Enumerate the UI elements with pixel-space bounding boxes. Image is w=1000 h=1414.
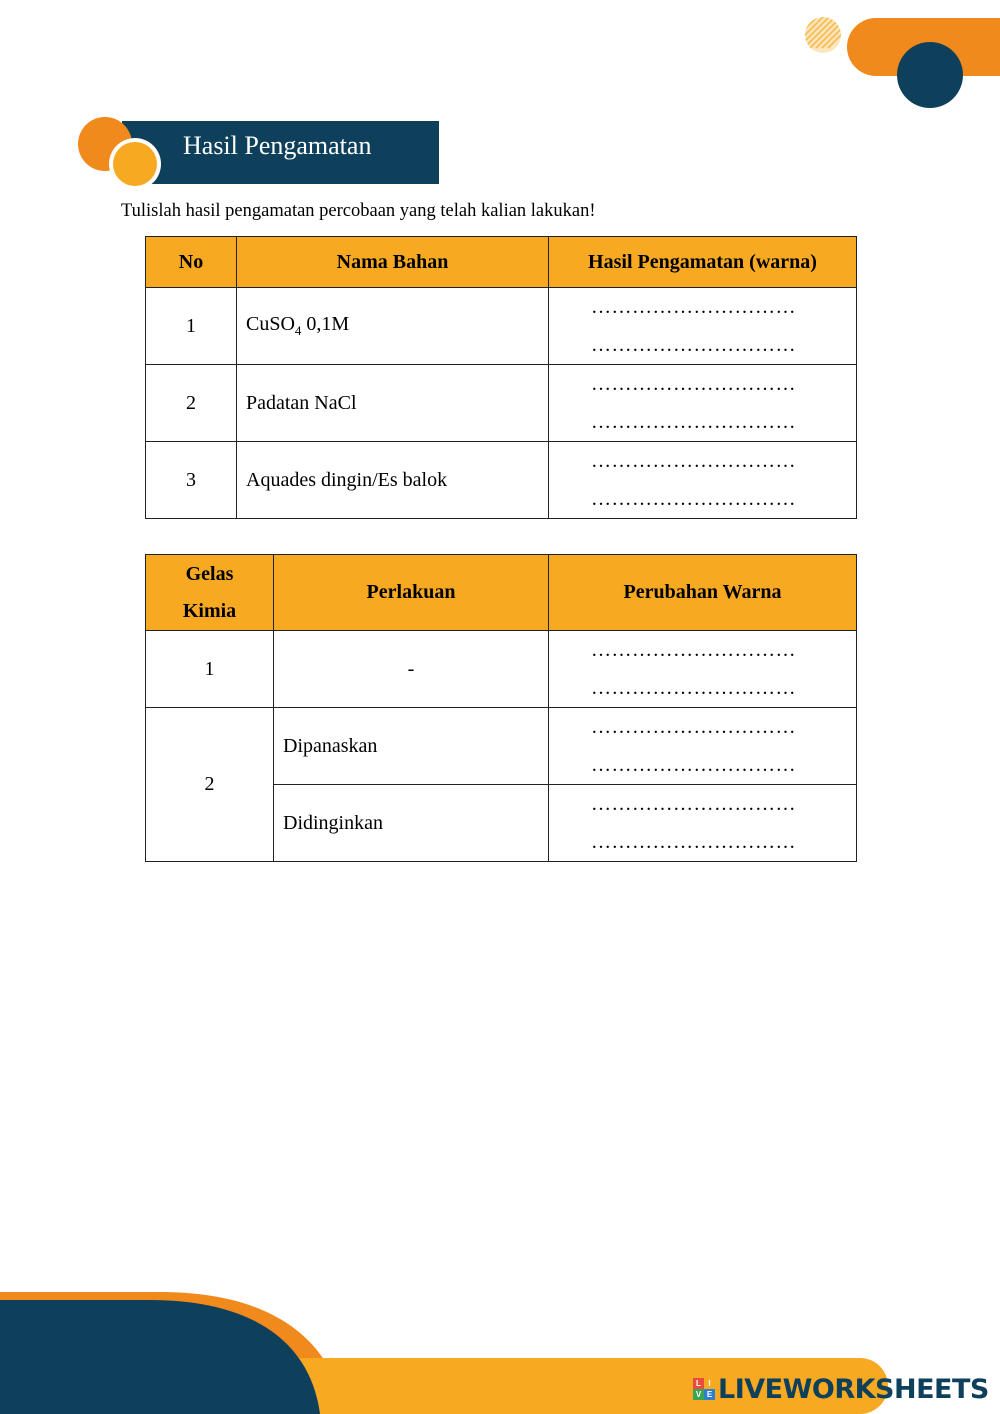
section-title: Hasil Pengamatan	[183, 131, 372, 160]
answer-cell[interactable]	[549, 442, 857, 519]
answer-line[interactable]: …………………………	[591, 716, 796, 738]
answer-line[interactable]: …………………………	[591, 296, 796, 318]
answer-line[interactable]: …………………………	[591, 793, 796, 815]
answer-cell[interactable]	[549, 631, 857, 708]
answer-line[interactable]: …………………………	[591, 677, 796, 699]
liveworksheets-logo[interactable]	[693, 1372, 989, 1406]
answer-cell[interactable]	[549, 288, 857, 365]
logo-text: LIVEWORKSHEETS	[718, 1373, 989, 1405]
header-hasil-pengamatan: Hasil Pengamatan (warna)	[549, 237, 857, 288]
treatment: Didinginkan	[274, 785, 549, 862]
table-row	[146, 365, 857, 442]
table-header-row	[146, 555, 857, 631]
row-number: 1	[146, 288, 237, 365]
glass-number: 1	[146, 631, 274, 708]
header-no: No	[146, 237, 237, 288]
header-gelas-kimia	[146, 555, 274, 631]
treatment: -	[274, 631, 549, 708]
formula-main: CuSO	[246, 313, 295, 335]
answer-line[interactable]: …………………………	[591, 450, 796, 472]
answer-line[interactable]: …………………………	[591, 488, 796, 510]
instruction-text: Tulislah hasil pengamatan percobaan yang telah kalian lakukan!	[121, 201, 596, 221]
row-number: 2	[146, 365, 237, 442]
row-number: 3	[146, 442, 237, 519]
header-perlakuan: Perlakuan	[274, 555, 549, 631]
observation-table	[145, 236, 857, 519]
table-row	[146, 708, 857, 785]
answer-line[interactable]: …………………………	[591, 373, 796, 395]
table-header-row	[146, 237, 857, 288]
material-name	[237, 288, 549, 365]
answer-cell[interactable]	[549, 785, 857, 862]
navy-circle-shape	[897, 42, 963, 108]
answer-line[interactable]: …………………………	[591, 639, 796, 661]
answer-cell[interactable]	[549, 708, 857, 785]
answer-line[interactable]: …………………………	[591, 411, 796, 433]
table-row	[146, 442, 857, 519]
glass-number: 2	[146, 708, 274, 862]
answer-cell[interactable]	[549, 365, 857, 442]
title-circles-icon	[76, 116, 166, 191]
material-name: Aquades dingin/Es balok	[237, 442, 549, 519]
material-name: Padatan NaCl	[237, 365, 549, 442]
striped-circle-icon	[800, 10, 846, 58]
table-row	[146, 631, 857, 708]
header-perubahan-warna: Perubahan Warna	[549, 555, 857, 631]
answer-line[interactable]: …………………………	[591, 754, 796, 776]
formula-subscript: 4	[294, 323, 302, 338]
header-kimia-line: Kimia	[182, 599, 237, 622]
formula-rest: 0,1M	[301, 313, 350, 335]
answer-line[interactable]: …………………………	[591, 831, 796, 853]
logo-squares-icon: L I V E	[693, 1378, 715, 1400]
treatment-table	[145, 554, 857, 862]
table-row	[146, 288, 857, 365]
header-nama-bahan: Nama Bahan	[237, 237, 549, 288]
top-decoration	[0, 0, 1000, 120]
answer-line[interactable]: …………………………	[591, 334, 796, 356]
treatment: Dipanaskan	[274, 708, 549, 785]
header-gelas-line: Gelas	[185, 562, 234, 585]
